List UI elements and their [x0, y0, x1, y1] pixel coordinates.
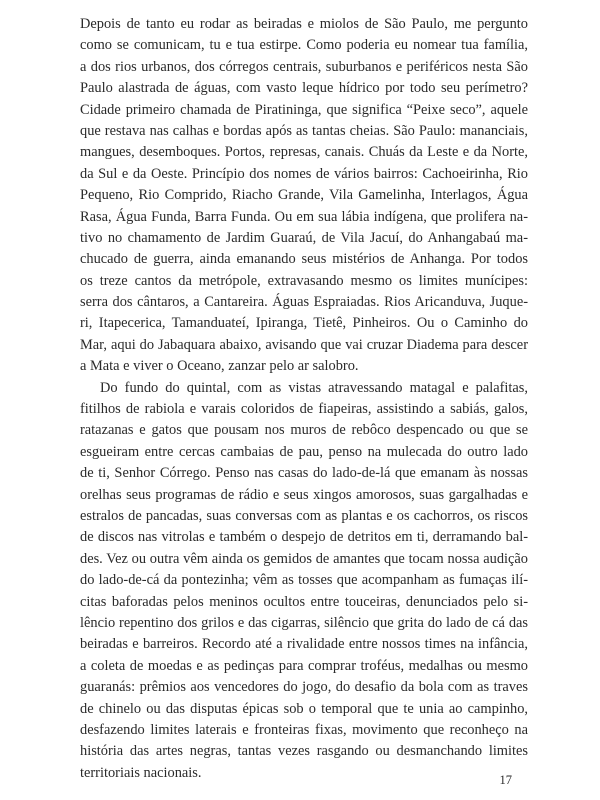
text-line: tivo no chamamento de Jardim Guaraú, de Vila Jacuí, do Anhangabaú ma-	[80, 229, 528, 246]
text-line: a Mata e viver o Oceano, zanzar pelo ar salobro.	[80, 358, 359, 375]
text-line: Mar, aqui do Jabaquara abaixo, avisando que vai cruzar Diadema para descer	[80, 336, 528, 353]
text-line: chucado de guerra, ainda emanando seus mistérios de Anhanga. Por todos	[80, 251, 528, 268]
text-line: orelhas seus programas de rádio e seus xingos amorosos, suas gargalhadas e	[80, 486, 528, 503]
text-line: territoriais nacionais.	[80, 764, 202, 781]
body-text	[80, 14, 528, 784]
text-line: de chinelo ou das disputas épicas sob o temporal que te unia ao campinho,	[80, 700, 528, 717]
page-number: 17	[499, 773, 512, 787]
text-line: beiradas e barreiros. Recordo até a rivalidade entre nossos times na infância,	[80, 636, 528, 653]
text-line: citas baforadas pelos meninos ocultos entre touceiras, denunciados pelo si-	[80, 593, 528, 610]
text-line: serra dos cântaros, a Cantareira. Águas Espraiadas. Rios Aricanduva, Juque-	[80, 294, 528, 311]
text-line: de discos nas vitrolas e também o despejo de detritos em ti, derramando bal-	[80, 529, 528, 546]
text-line: desfazendo limites laterais e fronteiras fixas, movimento que reconheço na	[80, 721, 528, 738]
paragraph-2	[80, 378, 528, 784]
text-line: ri, Itapecerica, Tamanduateí, Ipiranga, Tietê, Pinheiros. Ou o Caminho do	[80, 315, 528, 332]
text-line: como se comunicam, tu e tua estirpe. Como poderia eu nomear tua família,	[80, 37, 528, 54]
paragraph-1	[80, 14, 528, 378]
text-line: mangues, desemboques. Portos, represas, canais. Chuás da Leste e da Norte,	[80, 144, 528, 161]
text-line: que restava nas calhas e bordas após as tantas cheias. São Paulo: mananciais,	[80, 122, 528, 139]
text-line: Rasa, Água Funda, Barra Funda. Ou em sua lábia indígena, que prolifera na-	[80, 208, 528, 225]
text-line: Depois de tanto eu rodar as beiradas e miolos de São Paulo, me pergunto	[80, 16, 528, 32]
text-line: da Sul e da Oeste. Princípio dos nomes de vários bairros: Cachoeirinha, Rio	[80, 165, 528, 182]
text-line: do lado-de-cá da pontezinha; vêm as tosses que acompanham as fumaças ilí-	[80, 572, 528, 589]
text-line: a coleta de moedas e as pedinças para comprar troféus, medalhas ou mesmo	[80, 657, 528, 674]
text-line: a dos rios urbanos, dos córregos centrais, suburbanos e periféricos nesta São	[80, 58, 528, 75]
text-line: Do fundo do quintal, com as vistas atravessando matagal e palafitas,	[100, 379, 528, 396]
text-line: lêncio repentino dos grilos e das cigarras, silêncio que grita do lado de cá das	[80, 614, 528, 631]
text-line: Paulo alastrada de águas, com vasto leque hídrico por todo seu perímetro?	[80, 80, 528, 97]
text-line: fitilhos de rabiola e varais coloridos de fiapeiras, assistindo a sabiás, galos,	[80, 401, 528, 418]
text-line: Pequeno, Rio Comprido, Riacho Grande, Vila Gamelinha, Interlagos, Água	[80, 187, 528, 204]
text-line: guaranás: prêmios aos vencedores do jogo, do desafio da bola com as traves	[80, 679, 528, 696]
text-line: estralos de pancadas, suas conversas com as plantas e os cachorros, os riscos	[80, 507, 528, 524]
text-line: de ti, Senhor Córrego. Penso nas casas do lado-de-lá que emanam às nossas	[80, 465, 528, 482]
text-line: os treze cantos da metrópole, extravasando mesmo os limites munícipes:	[80, 272, 528, 289]
text-line: esgueiram entre cercas cambaias de pau, penso na mulecada do outro lado	[80, 443, 528, 460]
text-line: Cidade primeiro chamada de Piratininga, que significa “Peixe seco”, aquele	[80, 101, 528, 118]
text-line: ratazanas e gatos que pousam nos muros de rebôco despencado ou que se	[80, 422, 528, 439]
text-line: des. Vez ou outra vêm ainda os gemidos de amantes que tocam nossa audição	[80, 550, 528, 567]
text-line: história das artes negras, tantas vezes rasgando ou desmanchando limites	[80, 743, 528, 760]
